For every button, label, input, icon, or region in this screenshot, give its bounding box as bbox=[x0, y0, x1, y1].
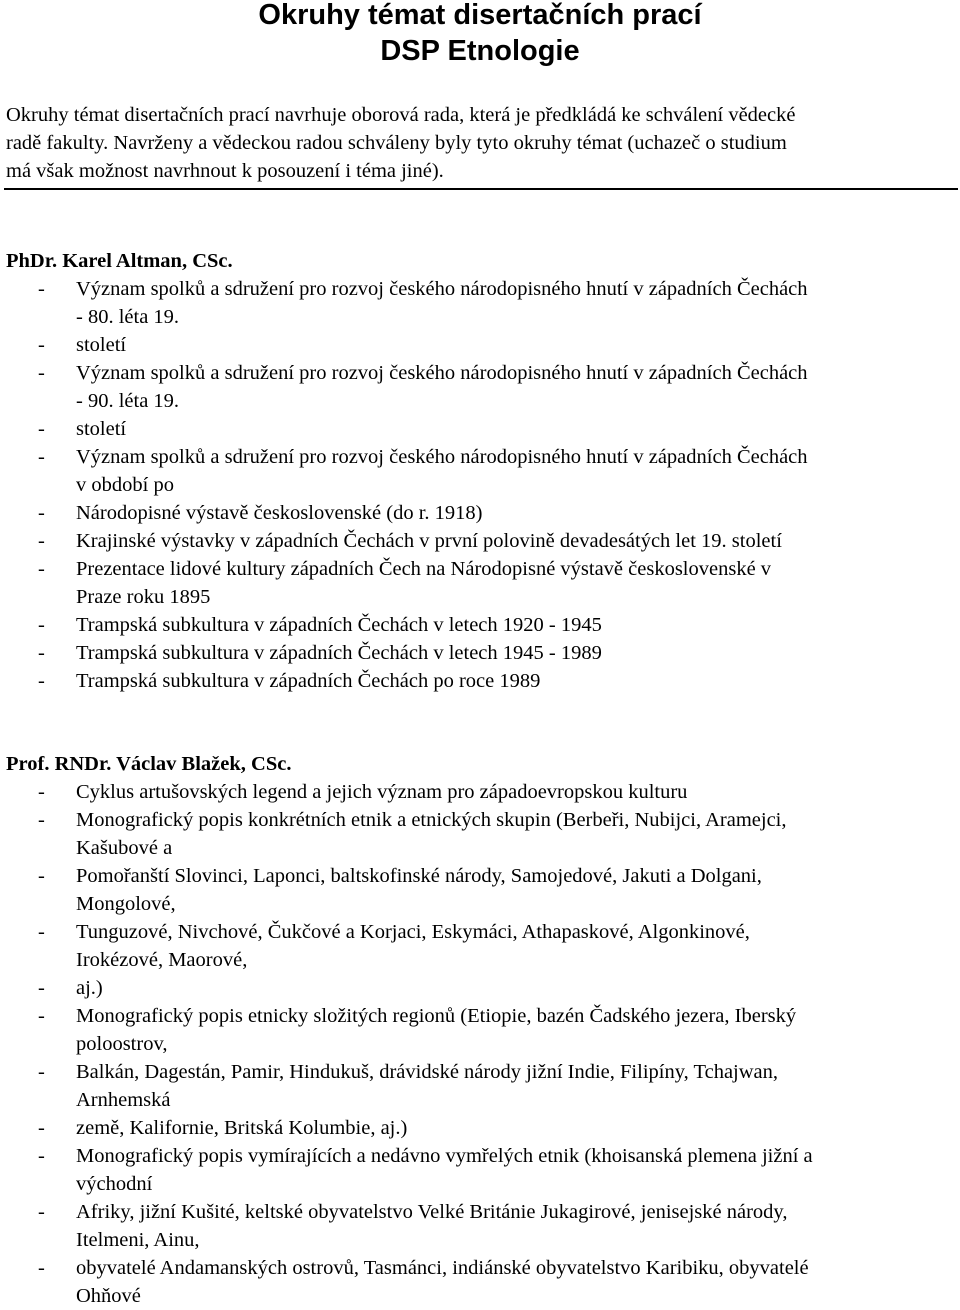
topic-text-line: Pomořanští Slovinci, Laponci, baltskofinské národy, Samojedové, Jakuti a Dolgani, bbox=[76, 865, 762, 887]
dash-bullet: - bbox=[38, 334, 45, 356]
topic-text-line: - 90. léta 19. bbox=[76, 390, 180, 412]
dash-bullet: - bbox=[38, 362, 45, 384]
intro-line: má však možnost navrhnout k posouzení i téma jiné). bbox=[6, 160, 444, 182]
topic-text-line: Trampská subkultura v západních Čechách v letech 1945 - 1989 bbox=[76, 642, 602, 664]
topic-text-line: Význam spolků a sdružení pro rozvoj českého národopisného hnutí v západních Čechách bbox=[76, 446, 808, 468]
topic-text-line: Tunguzové, Nivchové, Čukčové a Korjaci, Eskymáci, Athapaskové, Algonkinové, bbox=[76, 921, 750, 943]
topic-text-line: Trampská subkultura v západních Čechách po roce 1989 bbox=[76, 670, 541, 692]
topic-item bbox=[6, 331, 956, 359]
dash-bullet: - bbox=[38, 865, 45, 887]
topic-item bbox=[6, 778, 956, 806]
dash-bullet: - bbox=[38, 446, 45, 468]
topic-item bbox=[6, 1198, 956, 1254]
dash-bullet: - bbox=[38, 642, 45, 664]
topic-text-line: Irokézové, Maorové, bbox=[76, 949, 248, 971]
topic-item bbox=[6, 527, 956, 555]
topic-item bbox=[6, 974, 956, 1002]
section-blazek bbox=[6, 750, 956, 1310]
dash-bullet: - bbox=[38, 502, 45, 524]
dash-bullet: - bbox=[38, 921, 45, 943]
dash-bullet: - bbox=[38, 278, 45, 300]
topic-item bbox=[6, 639, 956, 667]
topic-text-line: Význam spolků a sdružení pro rozvoj českého národopisného hnutí v západních Čechách bbox=[76, 362, 808, 384]
dash-bullet: - bbox=[38, 1201, 45, 1223]
topic-item bbox=[6, 1142, 956, 1198]
topic-text-line: obyvatelé Andamanských ostrovů, Tasmánci, indiánské obyvatelstvo Karibiku, obyvatelé bbox=[76, 1257, 809, 1279]
topic-text-line: východní bbox=[76, 1173, 153, 1195]
dash-bullet: - bbox=[38, 1257, 45, 1279]
dash-bullet: - bbox=[38, 781, 45, 803]
topic-text-line: země, Kalifornie, Britská Kolumbie, aj.) bbox=[76, 1117, 408, 1139]
topic-text-line: Arnhemská bbox=[76, 1089, 171, 1111]
topic-item bbox=[6, 1058, 956, 1114]
topic-item bbox=[6, 862, 956, 918]
topic-text-line: Cyklus artušovských legend a jejich význam pro západoevropskou kulturu bbox=[76, 781, 688, 803]
topic-text-line: Afriky, jižní Kušité, keltské obyvatelstvo Velké Británie Jukagirové, jenisejské národy, bbox=[76, 1201, 788, 1223]
dash-bullet: - bbox=[38, 614, 45, 636]
topic-item bbox=[6, 359, 956, 415]
topic-item bbox=[6, 611, 956, 639]
dash-bullet: - bbox=[38, 809, 45, 831]
topic-text-line: aj.) bbox=[76, 977, 103, 999]
topic-text-line: Itelmeni, Ainu, bbox=[76, 1229, 200, 1251]
intro-paragraph bbox=[6, 101, 956, 185]
topic-text-line: - 80. léta 19. bbox=[76, 306, 180, 328]
topic-item bbox=[6, 275, 956, 331]
topic-item bbox=[6, 918, 956, 974]
topic-text-line: Krajinské výstavky v západních Čechách v první polovině devadesátých let 19. století bbox=[76, 530, 782, 552]
topic-text-line: Prezentace lidové kultury západních Čech na Národopisné výstavě československé v bbox=[76, 558, 772, 580]
supervisor-name: PhDr. Karel Altman, CSc. bbox=[6, 250, 233, 272]
topic-text-line: Kašubové a bbox=[76, 837, 173, 859]
topic-text-line: Mongolové, bbox=[76, 893, 176, 915]
dash-bullet: - bbox=[38, 530, 45, 552]
topic-list bbox=[6, 275, 956, 695]
dash-bullet: - bbox=[38, 1145, 45, 1167]
dash-bullet: - bbox=[38, 1061, 45, 1083]
topic-item bbox=[6, 555, 956, 611]
topic-text-line: v období po bbox=[76, 474, 174, 496]
topic-text-line: Trampská subkultura v západních Čechách v letech 1920 - 1945 bbox=[76, 614, 602, 636]
topic-item bbox=[6, 499, 956, 527]
topic-text-line: Monografický popis vymírajících a nedávno vymřelých etnik (khoisanská plemena jižní a bbox=[76, 1145, 813, 1167]
topic-item bbox=[6, 1114, 956, 1142]
topic-text-line: poloostrov, bbox=[76, 1033, 168, 1055]
topic-text-line: Praze roku 1895 bbox=[76, 586, 211, 608]
supervisor-name: Prof. RNDr. Václav Blažek, CSc. bbox=[6, 753, 292, 775]
dash-bullet: - bbox=[38, 1117, 45, 1139]
topic-text-line: století bbox=[76, 418, 127, 440]
dash-bullet: - bbox=[38, 418, 45, 440]
intro-line: Okruhy témat disertačních prací navrhuje oborová rada, která je předkládá ke schválení vědecké bbox=[6, 104, 796, 126]
dash-bullet: - bbox=[38, 670, 45, 692]
topic-text-line: Národopisné výstavě československé (do r. 1918) bbox=[76, 502, 483, 524]
topic-text-line: Význam spolků a sdružení pro rozvoj českého národopisného hnutí v západních Čechách bbox=[76, 278, 808, 300]
horizontal-rule bbox=[4, 188, 958, 190]
topic-item bbox=[6, 667, 956, 695]
intro-line: radě fakulty. Navrženy a vědeckou radou schváleny byly tyto okruhy témat (uchazeč o studium bbox=[6, 132, 787, 154]
dash-bullet: - bbox=[38, 558, 45, 580]
topic-item bbox=[6, 443, 956, 499]
section-altman bbox=[6, 247, 956, 695]
dash-bullet: - bbox=[38, 1005, 45, 1027]
topic-item bbox=[6, 415, 956, 443]
document-subtitle: DSP Etnologie bbox=[380, 35, 580, 67]
topic-text-line: Balkán, Dagestán, Pamir, Hindukuš, drávidské národy jižní Indie, Filipíny, Tchajwan, bbox=[76, 1061, 779, 1083]
topic-text-line: Monografický popis konkrétních etnik a etnických skupin (Berbeři, Nubijci, Aramejci, bbox=[76, 809, 787, 831]
topic-text-line: Monografický popis etnicky složitých regionů (Etiopie, bazén Čadského jezera, Iberský bbox=[76, 1005, 797, 1027]
topic-text-line: století bbox=[76, 334, 127, 356]
dash-bullet: - bbox=[38, 977, 45, 999]
topic-item bbox=[6, 806, 956, 862]
topic-list bbox=[6, 778, 956, 1310]
topic-item bbox=[6, 1002, 956, 1058]
topic-text-line: Ohňové bbox=[76, 1285, 141, 1307]
document-title: Okruhy témat disertačních prací bbox=[258, 0, 702, 31]
